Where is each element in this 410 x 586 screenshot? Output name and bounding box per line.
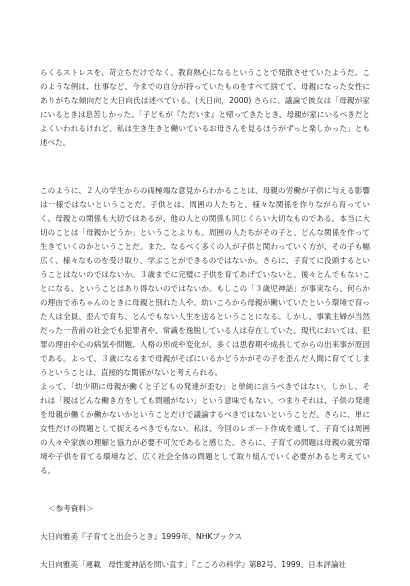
references-section	[40, 488, 370, 586]
body-paragraph-2: このように、２人の学生からの両極端な意見からわかることは、母親の労働が子供に与える影響は一様ではないということだ。子供とは、周囲の人たちと、様々な関係を作りながら育っていく。母親との関係も大切ではあるが、他の人との関係も同じくらい大切なものである。本当に大切のことは「母親かどうか」ということよりも、周囲の人たちがその子と、どんな関係を作って生きていくのかということだ。また、なるべく多くの人が子供と関わっていく方が、その子も幅広く、様々なものを受け取り、学ぶことができるのではないか。さらに、子育てに没頭するということはないのではないか。３歳までに完璧に子供を育てあげていないと、後々とんでもないことになる、ということはあり得ないのではないか。もしこの「３歳児神話」が事実なら、何らかの理由で赤ちゃんのときに母親と別れた人や、幼いころから母親が働いていたという環境で育った人は全員、歪んで育ち、とんでもない人生を送るということになる。しかし、事業主婦が当然だった一昔前の社会でも犯罪者や、常識を逸脱している人は存在していた。現代においては、犯罪の理由や心の病気や問題、人格の形成や変化が、多くは思春期や成長してからの出来事が原因である。よって、３歳になるまで母親がそばにいるかどうかがその子を歪んだ人間に育ててしまうということは、直接的な関係がないと考えられる。 よって、「幼少期に母親が働くと子どもの発達が歪む」と単純に言うべきではない。しかし、それは「親はどんな働き方をしても問題がない」という意味でもない。つまりそれは、子供の発達を母親が働くか働かないかということだけで議論するべきではないということだ。さらに、単に女性だけの問題として捉えるべきでもない。私は、今回のレポート作成を通して、子育ては周囲の人々や家族の理解と協力が必要不可欠であると感じた。さらに、子育ての問題は母親の就労環境や子供を育てる環境など、広く社会全体の問題として取り組んでいく必要があると考えている。	[40, 186, 370, 475]
body-paragraph-1: らくるストレスを、苛立ちだけでなく、教育熱心になるということで発散させていたようだ。このような例は、仕事など、今までの自分が持っていたものをすべて捨てて、母親になった女性にありがちな傾向だと大日向氏は述べている。(大日向，2000) さらに、議論で彼女は「母親が家にいるときは息苦しかった。「子どもが『ただいま』と帰ってきたとき、母親が家にいるべきだとよくいわれるけれど、私は生き生きと働いているお母さんを見るほうがずっと楽しかった」とも述べた。	[40, 68, 371, 147]
reference-item-2: 大日向雅美「連載 母性愛神話を問い直す」『こころの科学』第82号、1999、日本評論社	[40, 560, 347, 569]
references-heading: ＜参考資料＞	[48, 504, 94, 513]
reference-item-1: 大日向雅美『子育てと出会うとき』1999年、NHKブックス	[40, 532, 243, 541]
